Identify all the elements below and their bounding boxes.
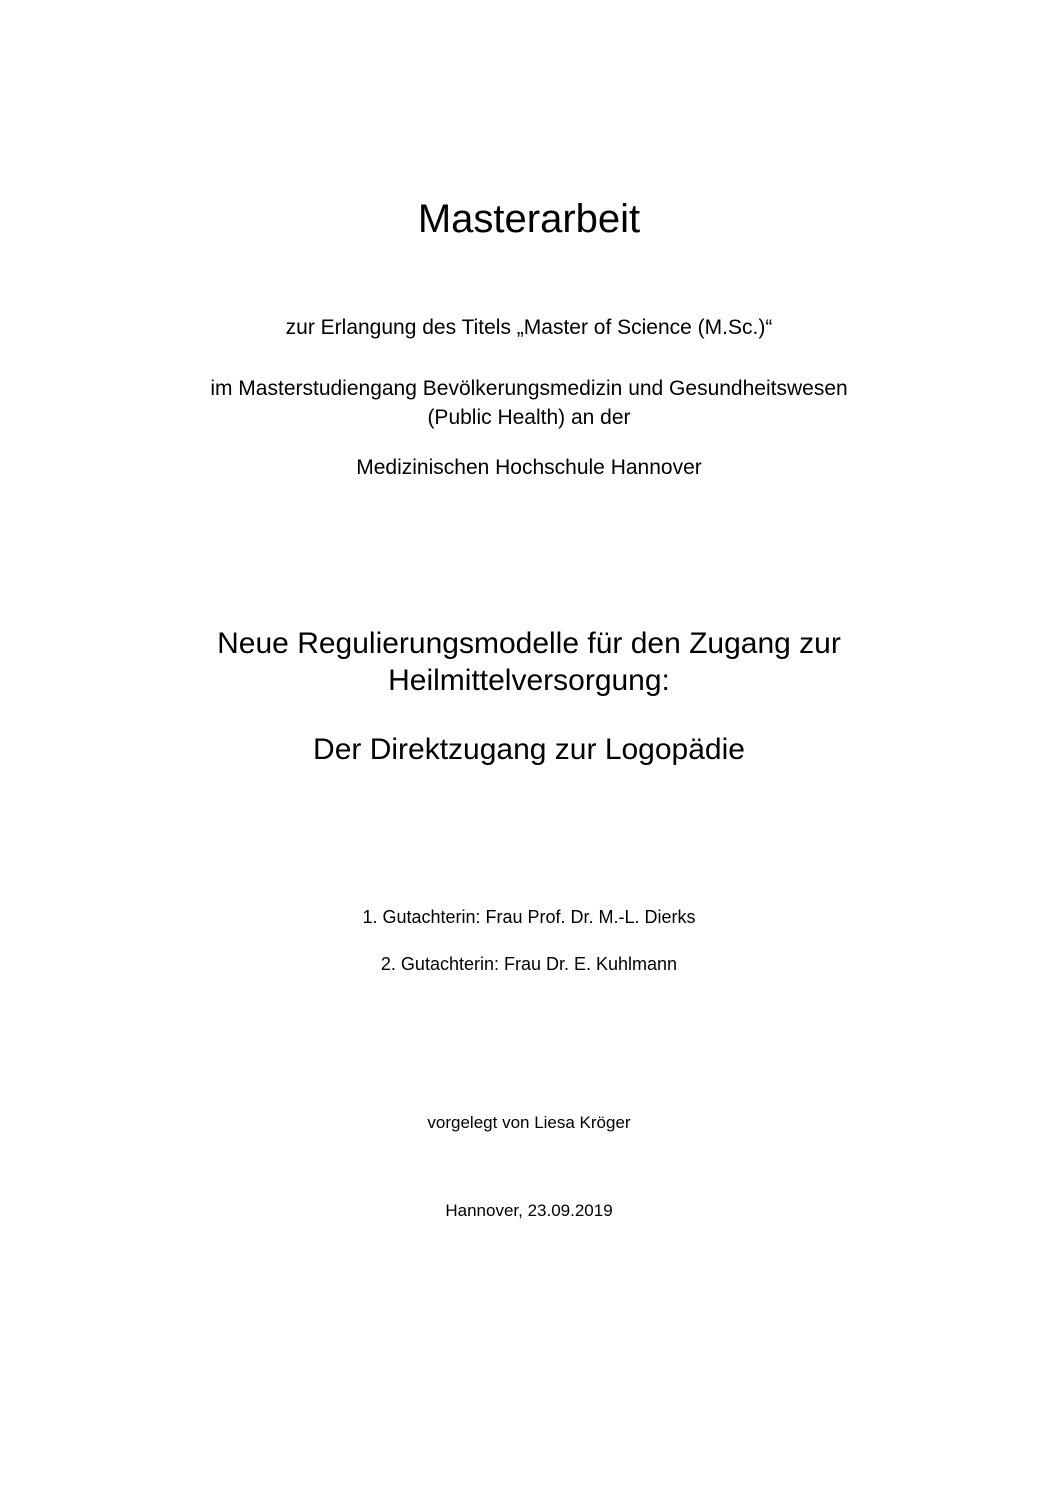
study-program-line-2: (Public Health) an der: [427, 406, 631, 429]
first-reviewer: 1. Gutachterin: Frau Prof. Dr. M.-L. Dierks: [362, 907, 696, 927]
institution-name: Medizinischen Hochschule Hannover: [356, 456, 702, 479]
second-reviewer: 2. Gutachterin: Frau Dr. E. Kuhlmann: [380, 954, 678, 974]
degree-purpose-line: zur Erlangung des Titels „Master of Science (M.Sc.)“: [285, 316, 773, 339]
study-program-line-1: im Masterstudiengang Bevölkerungsmedizin und Gesundheitswesen: [210, 377, 848, 400]
author-line: vorgelegt von Liesa Kröger: [427, 1113, 631, 1132]
place-and-date: Hannover, 23.09.2019: [445, 1201, 613, 1220]
document-type-heading: Masterarbeit: [417, 197, 641, 241]
thesis-title-line-2: Heilmittelversorgung:: [388, 664, 670, 697]
thesis-title-line-1: Neue Regulierungsmodelle für den Zugang zur: [217, 627, 841, 660]
thesis-subtitle: Der Direktzugang zur Logopädie: [313, 733, 745, 766]
